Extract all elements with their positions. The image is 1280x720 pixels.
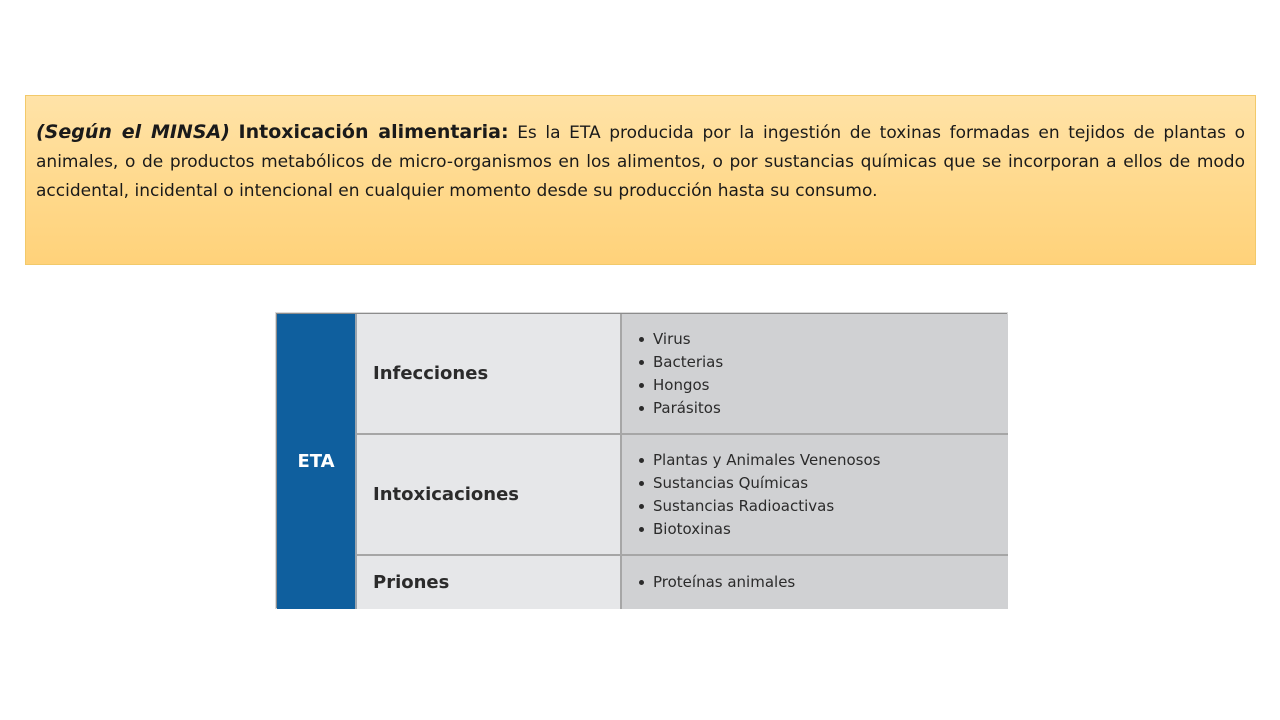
category-infecciones: Infecciones	[357, 314, 622, 435]
list-item: Sustancias Químicas	[637, 472, 1008, 495]
items-intoxicaciones	[622, 435, 1008, 556]
list-item: Proteínas animales	[637, 571, 1008, 594]
list-item: Parásitos	[637, 397, 1008, 420]
list-item: Biotoxinas	[637, 518, 1008, 541]
definition-paragraph	[36, 118, 1245, 206]
list-item: Hongos	[637, 374, 1008, 397]
items-list	[637, 449, 1008, 541]
list-item: Sustancias Radioactivas	[637, 495, 1008, 518]
eta-classification-table	[276, 313, 1007, 608]
items-list	[637, 571, 1008, 594]
items-list	[637, 328, 1008, 420]
category-intoxicaciones: Intoxicaciones	[357, 435, 622, 556]
definition-body: Es la ETA producida por la ingestión de toxinas formadas en tejidos de plantas o animales, o de productos metabólicos de micro-organismos en los alimentos, o por sustancias químicas que se incorporan a ellos de modo accidental, incidental o intencional en cualquier momento desde su producción hasta su consumo.	[36, 123, 1245, 201]
definition-term: Intoxicación alimentaria:	[238, 121, 509, 143]
list-item: Plantas y Animales Venenosos	[637, 449, 1008, 472]
eta-root-cell: ETA	[277, 314, 357, 609]
category-priones: Priones	[357, 556, 622, 609]
list-item: Bacterias	[637, 351, 1008, 374]
list-item: Virus	[637, 328, 1008, 351]
definition-box	[25, 95, 1256, 265]
definition-source: (Según el MINSA)	[36, 121, 230, 143]
items-infecciones	[622, 314, 1008, 435]
items-priones	[622, 556, 1008, 609]
